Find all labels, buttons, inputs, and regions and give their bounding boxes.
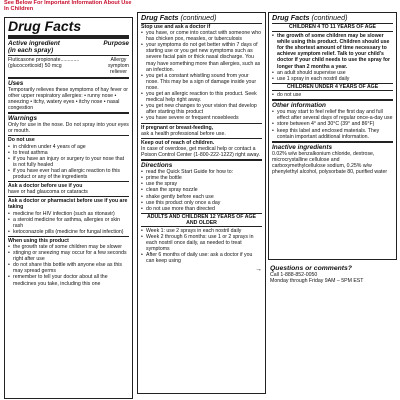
pregnant-heading: If pregnant or breast-feeding, [141, 124, 214, 131]
uses-heading: Uses [8, 79, 24, 87]
do-not-use-list [8, 144, 129, 181]
panel3-title [272, 14, 393, 24]
when-using-heading: When using this product [8, 237, 69, 244]
active-ingredient-row [8, 57, 129, 75]
pregnant-text: ask a health professional before use. [141, 130, 226, 137]
under4-list [272, 92, 393, 98]
purpose-line2: symptom [107, 63, 129, 70]
list-item: • prime the bottle [141, 175, 262, 181]
list-item: • medicine for HIV infection (such as ritonavir) [8, 211, 129, 217]
ask-pharmacist-heading: Ask a doctor or pharmacist before use if you are taking [8, 198, 128, 211]
list-item: • store between 4° and 30°C (39° and 86°F) [272, 121, 393, 127]
list-item: • stinging or sneezing may occur for a few seconds right after use [8, 250, 129, 262]
continue-arrow-icon: → [255, 265, 262, 273]
list-item: • your symptoms do not get better within 7 days of starting use or you get new symptoms such as severe facial pain or thick nasal discharge. You may have something more than allergies, such as an infection. [141, 42, 262, 72]
adults-band: ADULTS AND CHILDREN 12 YEARS OF AGE AND OLDER [147, 213, 256, 226]
questions-heading: Questions or comments? [270, 265, 352, 272]
active-ingredient-sub: (in each spray) [8, 47, 54, 55]
purpose-heading: Purpose [103, 39, 129, 47]
other-info-heading: Other information [272, 102, 326, 110]
warnings-heading: Warnings [8, 115, 37, 123]
warnings-intro: Only for use in the nose. Do not spray into your eyes or mouth. [8, 122, 129, 135]
list-item: • do not use more than directed [141, 206, 262, 212]
stop-use-heading: Stop use and ask a doctor if [141, 24, 211, 30]
active-ingredient-header [8, 40, 129, 54]
list-item: • Week 2 through 6 months: use 1 or 2 sprays in each nostril once daily, as needed to treat symptoms [141, 234, 262, 252]
questions-section [270, 264, 396, 284]
active-ingredient-heading: Active ingredient [8, 39, 60, 47]
children-list [272, 33, 393, 82]
panel3-title-text: Drug Facts [272, 13, 310, 22]
list-item: • the growth of some children may be slower while using this product. Children should use for the shortest amount of time necessary to achieve symptom relief. Talk to your child's doctor if your child needs to use the spray for longer than 2 months a year. [272, 33, 393, 70]
inactive-text: 0.02% w/w benzalkonium chloride, dextrose, microcrystalline cellulose and carboxymethylcellulose sodium, 0.25% w/w phenylethyl alcohol, polysorbate 80, purified water [272, 150, 388, 176]
ask-pharmacist-list [8, 211, 129, 235]
directions-heading: Directions [141, 161, 173, 169]
list-item: • you get new changes to your vision that develop after starting this product [141, 103, 262, 115]
list-item: • to treat asthma [8, 150, 129, 156]
drug-facts-title: Drug Facts [8, 19, 129, 39]
purpose-line3: reliever [109, 69, 127, 76]
drug-facts-panel-2 [137, 12, 266, 394]
uses-text: Temporarily relieves these symptoms of hay fever or other upper respiratory allergies: • runny nose • sneezing • itchy, watery eyes • itchy nose • nasal congestion [8, 86, 128, 111]
list-item: • in children under 4 years of age [8, 144, 129, 150]
panel2-title [141, 14, 262, 24]
drug-facts-panel-3 [268, 12, 397, 260]
children-band: CHILDREN 4 TO 11 YEARS OF AGE [289, 24, 376, 30]
keep-out-text: In case of overdose, get medical help or contact a Poison Control Center (1-800-222-1222) right away. [141, 145, 260, 158]
list-item: • you have, or come into contact with someone who has chicken pox, measles, or tuberculosis [141, 30, 262, 42]
when-using-list [8, 244, 129, 287]
list-item: • ketoconazole pills (medicine for fungal infection) [8, 229, 129, 235]
list-item: • a steroid medicine for asthma, allergies or skin rash [8, 217, 129, 229]
panel2-title-text: Drug Facts [141, 13, 179, 22]
ask-doctor-text: have or had glaucoma or cataracts [8, 189, 88, 196]
keep-out-heading: Keep out of reach of children. [141, 139, 215, 146]
list-item: • if you have an injury or surgery to your nose that is not fully healed [8, 156, 129, 168]
list-item: • do not share this bottle with anyone else as this may spread germs [8, 262, 129, 274]
children-notice: See Below For Important Information About Use In Children [4, 0, 132, 13]
under4-band: CHILDREN UNDER 4 YEARS OF AGE [286, 83, 379, 90]
panel3-continued: (continued) [311, 13, 348, 22]
list-item: • After 6 months of daily use: ask a doctor if you can keep using [141, 252, 262, 264]
other-info-list [272, 109, 393, 139]
list-item: • you get a constant whistling sound from your nose. This may be a sign of damage inside your nose. [141, 73, 262, 91]
drug-facts-panel-1 [4, 17, 133, 399]
purpose-line1: Allergy [110, 57, 127, 64]
do-not-use-heading: Do not use [8, 137, 35, 144]
ingredient-line2: (glucocorticoid) 50 mcg [8, 63, 62, 70]
inactive-heading: Inactive ingredients [272, 143, 333, 151]
questions-hours: Monday through Friday 9AM – 5PM EST [270, 278, 364, 285]
list-item: • shake gently before each use [141, 194, 262, 200]
list-item: • use 1 spray in each nostril daily [272, 76, 393, 82]
list-item: • keep this label and enclosed materials. They contain important additional information. [272, 128, 393, 140]
list-item: • read the Quick Start Guide for how to: [141, 169, 262, 175]
directions-list [141, 169, 262, 212]
ingredient-line1: Fluticasone propionate............. [8, 57, 80, 64]
list-item: • you have severe or frequent nosebleeds [141, 115, 262, 121]
list-item: • the growth rate of some children may be slower [8, 244, 129, 250]
adults-list [141, 228, 262, 265]
list-item: • if you have ever had an allergic reaction to this product or any of the ingredients [8, 168, 129, 180]
list-item: • remember to tell your doctor about all the medicines you take, including this one [8, 274, 129, 286]
list-item: • do not use [272, 92, 393, 98]
list-item: • clean the spray nozzle [141, 187, 262, 193]
list-item: • an adult should supervise use [272, 70, 393, 76]
list-item: • use this product only once a day [141, 200, 262, 206]
list-item: • Week 1: use 2 sprays in each nostril daily [141, 228, 262, 234]
panel2-continued: (continued) [180, 13, 217, 22]
list-item: • you get an allergic reaction to this product. Seek medical help right away. [141, 91, 262, 103]
stop-use-list [141, 30, 262, 121]
ask-doctor-heading: Ask a doctor before use if you [8, 183, 83, 190]
questions-phone: Call 1-888-852-0050 [270, 272, 318, 279]
list-item: • use the spray [141, 181, 262, 187]
left-column [4, 0, 133, 399]
list-item: • you may start to feel relief the first day and full effect after several days of regular once-a-day use [272, 109, 393, 121]
